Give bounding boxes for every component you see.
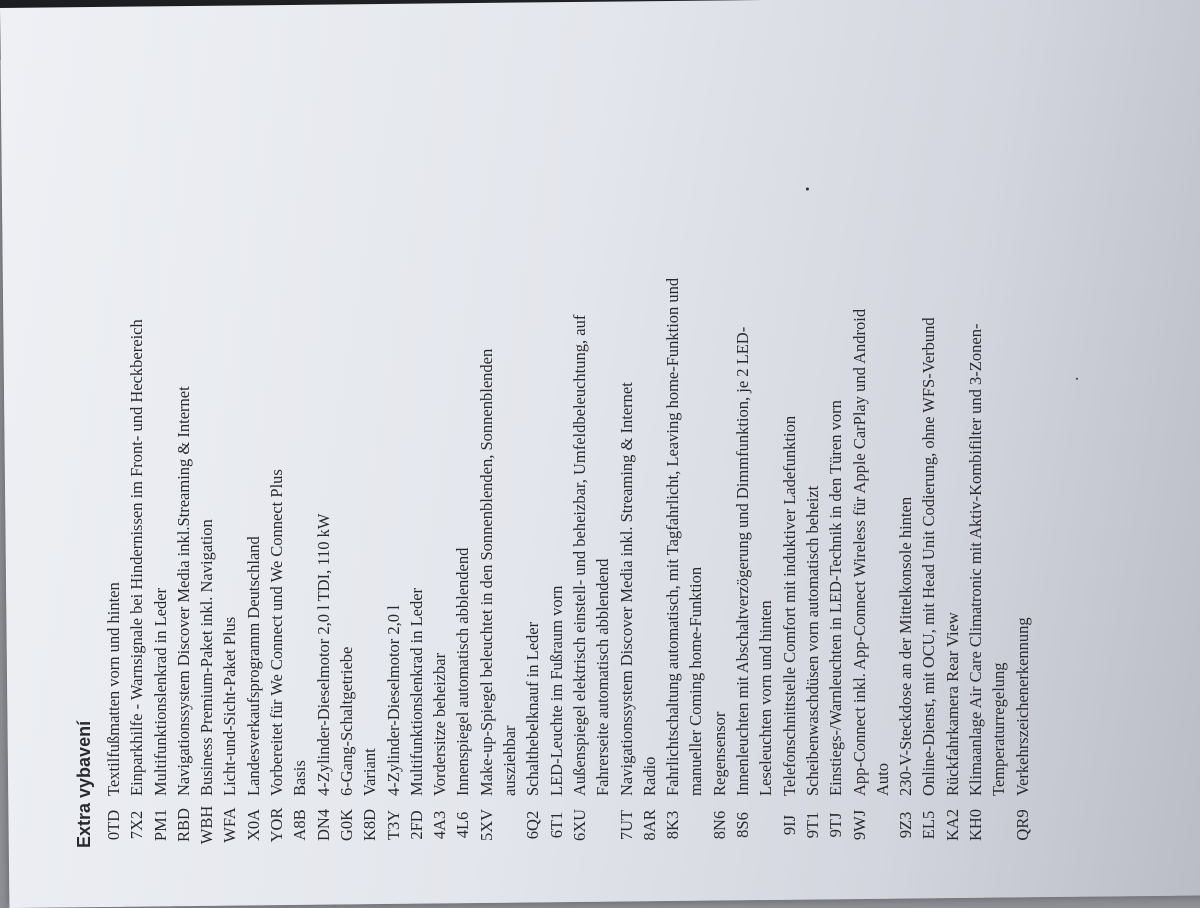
item-code: 7UT [616,809,636,841]
list-item [312,58,335,848]
item-code: 8S6 [733,812,753,838]
item-description: Radio [639,756,659,796]
list-item [288,58,311,848]
list-item [848,58,895,848]
list-item [894,58,917,848]
item-description: App-Connect inkl. App-Connect Wireless für Apple CarPlay und Android Auto [849,308,892,796]
item-code: X0A [243,808,263,842]
item-code: KA2 [942,808,962,842]
list-item [917,58,940,848]
item-description: Klimaanlage Air Care Climatronic mit Aktiv-Kombifilter und 3-Zonen- Temperaturregelung [965,323,1009,796]
list-item [708,58,731,848]
item-description: Multifunktionslenkrad in Leder [406,587,426,796]
list-item [358,58,381,848]
item-description: Vorbereitet für We Connect und We Connect Plus [267,469,287,796]
item-description: LED-Leuchte im Fußraum vorn [546,585,566,796]
list-item [102,58,125,848]
item-code: A8B [290,809,310,841]
list-rows [102,58,1034,848]
list-item [242,58,265,848]
list-heading: Extra vybavení [74,720,94,848]
list-item [405,58,428,848]
item-description: Online-Dienst, mit OCU, mit Head Unit Codierung, ohne WFS-Verbund [919,317,939,796]
list-item [521,58,544,848]
item-code: 9IJ [779,814,799,836]
item-code: WBH [197,805,217,845]
item-description: Außenspiegel elektrisch einstell- und beheizbar, Umfeldbeleuchtung, auf Fahrerseite automatisch abblendend [569,314,613,796]
item-code: 8AR [639,809,659,841]
item-code: YOR [267,807,287,843]
item-description: Einstiegs-/Warnleuchten in LED-Technik in den Türen vorn [826,400,846,796]
item-code: 9T1 [802,811,822,839]
equipment-list [72,58,1112,848]
list-item [382,58,405,848]
item-code: 0TD [104,809,123,841]
item-code: 5XV [476,808,496,842]
item-code: 9Z3 [896,811,916,839]
list-item [731,58,778,848]
item-description: Make-up-Spiegel beleuchtet in den Sonnenblenden, Sonnenblenden ausziehbar [476,348,520,796]
item-description: Vordersitze beheizbar [430,652,450,796]
item-description: Landesverkaufsprogramm Deutschland [243,536,263,796]
list-item [941,58,964,848]
item-code: EL5 [919,810,939,840]
item-description: Fahrlichtschaltung automatisch, mit Tagfahrlicht, Leaving home-Funktion und manueller Coming home-Funktion [663,277,706,796]
item-code: WFA [220,807,240,843]
list-item [218,58,241,848]
list-item [615,58,638,848]
item-description: Basis [290,760,310,796]
item-code: QR9 [1012,809,1032,841]
list-item [428,58,451,848]
item-description: Rückfahrkamera Rear View [942,612,962,796]
item-description: Business Premium-Paket inkl. Navigation [197,519,217,796]
item-description: Navigationssystem Discover Media inkl.Streaming & Internet [173,386,193,796]
list-item [638,58,661,848]
item-description: Schalthebelknauf in Leder [523,621,543,796]
item-code: 6Q2 [523,810,543,840]
item-code: G0K [336,808,356,842]
item-code: K8D [360,808,380,842]
item-code: 9TJ [826,812,846,838]
item-description: Multifunktionslenkrad in Leder [150,587,170,796]
list-item [172,58,195,848]
item-code: DN4 [313,808,333,842]
list-item [1011,58,1034,848]
item-description: Verkehrszeichenerkennung [1012,617,1032,796]
list-item [964,58,1011,848]
item-code: PM1 [150,808,170,842]
item-description: Regensensor [709,711,729,796]
item-code: 8N6 [709,810,729,840]
item-description: 230-V-Steckdose an der Mittelkonsole hinten [896,496,916,796]
item-code: 6XU [569,808,589,842]
item-code: 2FD [406,810,426,840]
item-code: T3Y [383,809,403,841]
item-code: 4L6 [453,811,473,839]
item-code: 6T1 [546,811,566,839]
list-item [824,58,847,848]
item-description: Variant [360,748,380,796]
item-description: Scheibenwaschdüsen vorn automatisch beheizt [802,485,822,796]
list-item [335,58,358,848]
item-code: 4A3 [430,810,450,840]
item-description: Licht-und-Sicht-Paket Plus [220,616,240,796]
item-code: 8K3 [663,810,683,840]
item-description: 6-Gang-Schaltgetriebe [336,646,356,796]
item-description: Telefonschnittstelle Comfort mit induktiver Ladefunktion [779,415,799,796]
list-item [149,58,172,848]
item-code: KH0 [965,808,985,842]
item-description: 4-Zylinder-Dieselmotor 2,0 l [383,605,403,796]
list-item [265,58,288,848]
item-description: Textilfußmatten vorn und hinten [104,582,123,796]
list-item [661,58,708,848]
item-description: Innenleuchten mit Abschaltverzögerung und Dimmfunktion, je 2 LED- Leseleuchten vorn und hinten [733,326,776,796]
list-item [801,58,824,848]
list-item [545,58,568,848]
list-item [125,58,148,848]
list-item [778,58,801,848]
list-item [195,58,218,848]
list-item [568,58,615,848]
list-item [475,58,522,848]
item-description: Innenspiegel automatisch abblendend [453,547,473,796]
item-code: 9WJ [849,809,869,841]
item-description: Einparkhilfe - Warnsignale bei Hindernissen im Front- und Heckbereich [127,319,147,796]
item-code: RBD [173,808,193,842]
item-description: Navigationssystem Discover Media inkl. Streaming & Internet [616,382,636,796]
list-item [451,58,474,848]
item-code: 7X2 [127,810,147,840]
item-description: 4-Zylinder-Dieselmotor 2,0 l TDI, 110 kW [313,513,333,796]
